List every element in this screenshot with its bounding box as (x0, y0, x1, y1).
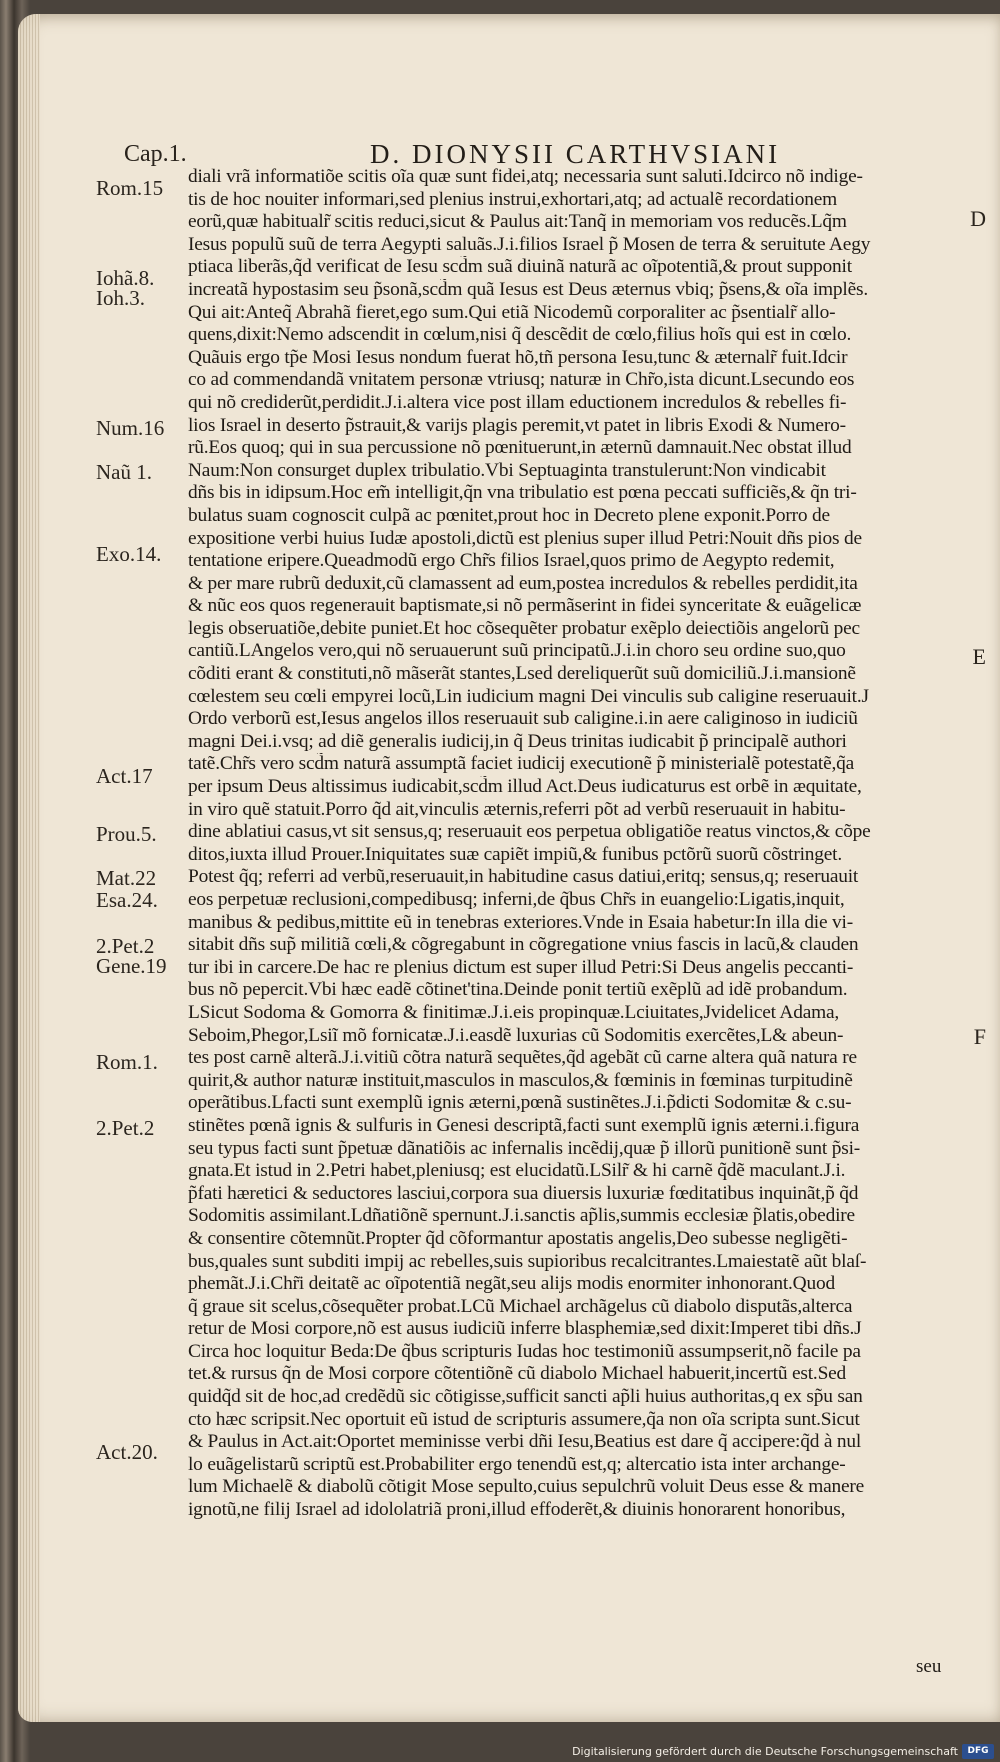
text-line: ignotũ,ne filij Israel ad idololatriã proni,illud effoderẽt,& diuinis honorarent honoribus, (188, 1499, 846, 1521)
section-letters (960, 0, 1000, 1762)
margin-ref: Esa.24. (96, 888, 158, 912)
catchword: seu (916, 1656, 942, 1677)
text-line: in viro quẽ statuit.Porro q̃d ait,vinculis æternis,referri põt ad verbũ reseruauit in habitu- (188, 798, 846, 820)
text-line: lo euãgelistarũ scriptũ est.Probabiliter ergo tenendũ est,q; altercatio ista inter archange- (188, 1453, 846, 1475)
text-line: q̃ graue sit scelus,cõsequẽter probat.LCũ Michael archãgelus cũ diabolo disputãs,alterca (188, 1295, 853, 1317)
text-line: increatã hypostasim seu p̃sonã,scd̃m quã Iesus est Deus æternus vbiq; p̃sens,& oĩa implẽs. (188, 278, 869, 300)
text-line: sitabit dñs sup̃ militiã cœli,& cõgregabunt in cõgregatione vnius fascis in lacũ,& clauden (188, 934, 859, 956)
text-line: cõditi erant & constituti,nõ mãserãt stantes,Lsed dereliquerũt suũ domiciliũ.J.i.mansionẽ (188, 663, 856, 685)
text-line: ditos,iuxta illud Prouer.Iniquitates suæ capiẽt impiũ,& funibus pctõrũ suorũ cõstringet. (188, 843, 842, 865)
digitization-credit-text: Digitalisierung gefördert durch die Deutsche Forschungsgemeinschaft (572, 1745, 958, 1758)
text-line: eos perpetuæ reclusioni,compedibusq; inferni,de q̃bus Chr̃s in euangelio:Ligatis,inquit, (188, 889, 845, 910)
text-line: dine ablatiui casus,vt sit sensus,q; reseruauit eos perpetua obligatiõe reatus vinctos,& cõpe (188, 821, 871, 843)
text-line: tur ibi in carcere.De hac re plenius dictum est super illud Petri:Si Deus angelis peccanti- (188, 956, 854, 978)
text-line: Sodomitis assimilant.Ldñatiõnẽ spernunt.J.i.sanctis ap̃lis,summis ecclesiæ p̃latis,obedire (188, 1205, 855, 1227)
page-title: D. DIONYSII CARTHVSIANI (370, 139, 781, 169)
text-line: & Paulus in Act.ait:Oportet meminisse verbi dñi Iesu,Beatius est dare q̃ accipere:q̃d à nul (188, 1431, 862, 1453)
text-line: Naum:Non consurget duplex tribulatio.Vbi Septuaginta transtulerunt:Non vindicabit (188, 459, 826, 481)
text-line: tentatione eripere.Queadmodũ ergo Chr̃s filios Israel,quos primo de Aegypto redemit, (188, 550, 835, 572)
text-line: quirit,& author naturæ instituit,masculos in masculos,& fœminis in fœminas turpitudinẽ (188, 1069, 853, 1091)
text-line: manibus & pedibus,mittite eũ in tenebras exteriores.Vnde in Esaia habetur:In illa die vi- (188, 911, 853, 933)
text-line: lum Michaelẽ & diabolũ cõtigit Mose sepulto,cuius sepulchrũ voluit Deus esse & manere (188, 1476, 865, 1498)
text-line: stinẽtes pœnã ignis & sulfuris in Genesi descriptã,facti sunt exemplũ ignis æterni.i.figura (188, 1114, 860, 1136)
text-line: seu typus facti sunt p̃petuæ dãnatiõis ac infernalis incẽdij,quæ p̃ illorũ punitionẽ sunt p̃si- (188, 1137, 861, 1159)
text-line: tatẽ.Chr̃s vero scd̃m naturã assumptã faciet iudicij executionẽ p̃ ministerialẽ potestatẽ,q̃a (188, 753, 855, 775)
text-line: & per mare rubrũ deduxit,cũ clamassent ad eum,postea incredulos & rebelles perdidit,ita (188, 572, 858, 594)
margin-ref: Naũ 1. (96, 460, 152, 484)
text-line: operãtibus.Lfacti sunt exemplũ ignis æterni,pœnã sustinẽtes.J.i.p̃dicti Sodomitæ & c.su- (188, 1092, 852, 1114)
margin-ref: Iohã.8. (96, 266, 155, 290)
dfg-logo-icon: DFG (962, 1744, 994, 1759)
margin-ref: Num.16 (96, 416, 165, 440)
text-line: Quãuis ergo tp̃e Mosi Iesus nondum fuerat hõ,tñ persona Iesu,tunc & æternalr̃ fuit.Idcir (188, 346, 848, 368)
text-line: expositione verbi huius Iudæ apostoli,dictũ est plenius super illud Petri:Nouit dñs pios de (188, 527, 862, 549)
margin-ref: Prou.5. (96, 822, 157, 846)
text-line: quidq̃d sit de hoc,ad credẽdũ sic cõtigisse,sufficit sancti ap̃li huius authoritas,q ex sp̃u san (188, 1386, 863, 1408)
text-line: dñs bis in idipsum.Hoc em̃ intelligit,q̃n vna tribulatio est pœna peccati sufficiẽs,& q̃n tri- (188, 482, 857, 504)
text-line: cœlestem seu cœli empyrei locũ,Lin iudicium magni Dei vinculis sub caligine reseruauit.J (188, 685, 869, 707)
text-line: bus,quales sunt subditi impij ac rebelles,suis supioribus recalcitrantes.Lmaiestatẽ aũt blaſ- (188, 1250, 867, 1272)
text-line: ptiaca liberãs,q̃d verificat de Iesu scd̃m suã diuinã naturã ac oĩpotentiã,& prout supponit (188, 256, 852, 278)
margin-ref: Ioh.3. (96, 286, 145, 310)
text-line: per ipsum Deus altissimus iudicabit,scd̃m illud Act.Deus iudicaturus est orbẽ in æquitate, (188, 776, 862, 798)
margin-ref: Exo.14. (96, 542, 162, 566)
margin-ref: Rom.15 (96, 176, 164, 200)
margin-ref: Gene.19 (96, 954, 167, 978)
margin-references (0, 0, 180, 1762)
text-line: magni Dei.i.vsq; ad diẽ generalis iudicij,in q̃ Deus trinitas iudicabit p̃ principalẽ authori (188, 730, 847, 752)
text-line: Iesus populũ suũ de terra Aegypti saluãs.J.i.filios Israel p̃ Mosen de terra & seruitute Aegy (188, 233, 871, 255)
text-line: co ad commendandã vnitatem personæ vtriusq; naturæ in Chr̃o,ista dicunt.Lsecundo eos (188, 369, 855, 391)
text-line: phemãt.J.i.Chr̃i deitatẽ ac oĩpotentiã negãt,seu alijs modis enormiter inhonorant.Quod (188, 1273, 835, 1295)
text-line: tet.& rursus q̃n de Mosi corpore cõtentiõnẽ cũ diabolo Michael habuerit,incertũ est.Sed (188, 1363, 847, 1385)
text-line: Ordo verborũ est,Iesus angelos illos reseruauit sub caligine.i.in aere caliginoso in iudiciũ (188, 708, 858, 730)
text-line: p̃fati hæretici & seductores lasciui,corpora sua diuersis luxuriæ fœditatibus inquinãt,p̃ q̃d (188, 1182, 859, 1204)
text-line: diali vrã informatiõe scitis oĩa quæ sunt fidei,atq; necessaria sunt saluti.Idcirco nõ indige- (188, 166, 863, 187)
text-line: tis de hoc nouiter informari,sed plenius instrui,exhortari,atq; ad actualẽ recordationem (188, 188, 838, 210)
margin-ref: 2.Pet.2 (96, 934, 155, 958)
text-line: Seboim,Phegor,Lsiĩ mõ fornicatæ.J.i.easdẽ luxurias cũ Sodomitis exercẽtes,L& abeun- (188, 1024, 844, 1046)
section-letter-e: E (972, 644, 986, 669)
text-line: rũ.Eos quoq; qui in sua percussione nõ pœnituerunt,in æternũ damnauit.Nec obstat illud (188, 437, 852, 459)
text-line: Circa hoc loquitur Beda:De q̃bus scripturis Iudas hoc testimoniũ assumpserit,nõ facile pa (188, 1340, 861, 1362)
chapter-label: Cap.1. (124, 141, 187, 167)
text-line: bus nõ pepercit.Vbi hæc eadẽ cõtinet'tina.Deinde ponit tertiũ exẽplũ ad idẽ probandum. (188, 979, 848, 1001)
margin-ref: Mat.22 (96, 866, 157, 890)
body-text-column (188, 166, 948, 1522)
section-letter-d: D (970, 206, 986, 231)
text-line: lios Israel in deserto p̃strauit,& varijs plagis peremit,vt patet in libris Exodi & Numero- (188, 414, 846, 436)
text-line: gnata.Et istud in 2.Petri habet,pleniusq; est elucidatũ.LSilr̃ & hi carnẽ q̃dẽ maculant.J.i. (188, 1160, 846, 1182)
digitization-credit-bar (0, 1742, 1000, 1762)
text-line: legis obseruatiõe,debite puniet.Et hoc cõsequẽter probatur exẽplo deiectiõis angelorũ pec (188, 617, 860, 639)
text-line: LSicut Sodoma & Gomorra & finitimæ.J.i.eis propinquæ.Lciuitates,Jvidelicet Adama, (188, 1001, 840, 1023)
margin-ref: 2.Pet.2 (96, 1116, 155, 1140)
margin-ref: Act.20. (96, 1440, 158, 1464)
text-line: quens,dixit:Nemo adscendit in cœlum,nisi q̃ descẽdit de cœlo,filius hoĩs qui est in cœlo. (188, 324, 852, 346)
text-line: Potest q̃q; referri ad verbũ,reseruauit,in habitudine casus datiui,eritq; sensus,q; reseruauit (188, 866, 859, 888)
text-line: & nũc eos quos regenerauit baptismate,si nõ permãserint in fidei synceritate & euãgelicæ (188, 595, 862, 617)
text-line: cto hæc scripsit.Nec oportuit eũ istud de scripturis assumere,q̃a non oĩa scripta sunt.Sicut (188, 1408, 860, 1430)
text-line: eorũ,quæ habitualr̃ scitis reduci,sicut & Paulus ait:Tanq̃ in memoriam vos reducẽs.Lq̃m (188, 211, 847, 233)
section-letter-f: F (973, 1024, 986, 1049)
text-line: qui nõ crediderũt,perdidit.J.i.altera vice post illam eductionem incredulos & rebelles fi- (188, 391, 847, 413)
text-line: retur de Mosi corpore,nõ est ausus iudiciũ inferre blasphemiæ,sed dixit:Imperet tibi dñs.J (188, 1318, 862, 1340)
text-line: & consentire cõtemnũt.Propter q̃d cõformantur apostatis angelis,Deo subesse negligẽti- (188, 1227, 848, 1249)
text-line: bulatus suam cognoscit culpã ac pœnitet,prout hoc in Decreto plene exponit.Porro de (188, 504, 830, 526)
margin-ref: Act.17 (96, 764, 153, 788)
margin-ref: Rom.1. (96, 1050, 158, 1074)
text-line: tes post carnẽ alterã.J.i.vitiũ cõtra naturã sequẽtes,q̃d agebãt cũ carne altera quã natura re (188, 1047, 857, 1069)
text-line: Qui ait:Anteq̃ Abrahã fieret,ego sum.Qui etiã Nicodemũ corporaliter ac p̃sentialr̃ allo- (188, 301, 836, 323)
text-line: cantiũ.LAngelos vero,qui nõ seruauerunt suũ principatũ.J.i.in choro seu ordine suo,quo (188, 640, 846, 662)
